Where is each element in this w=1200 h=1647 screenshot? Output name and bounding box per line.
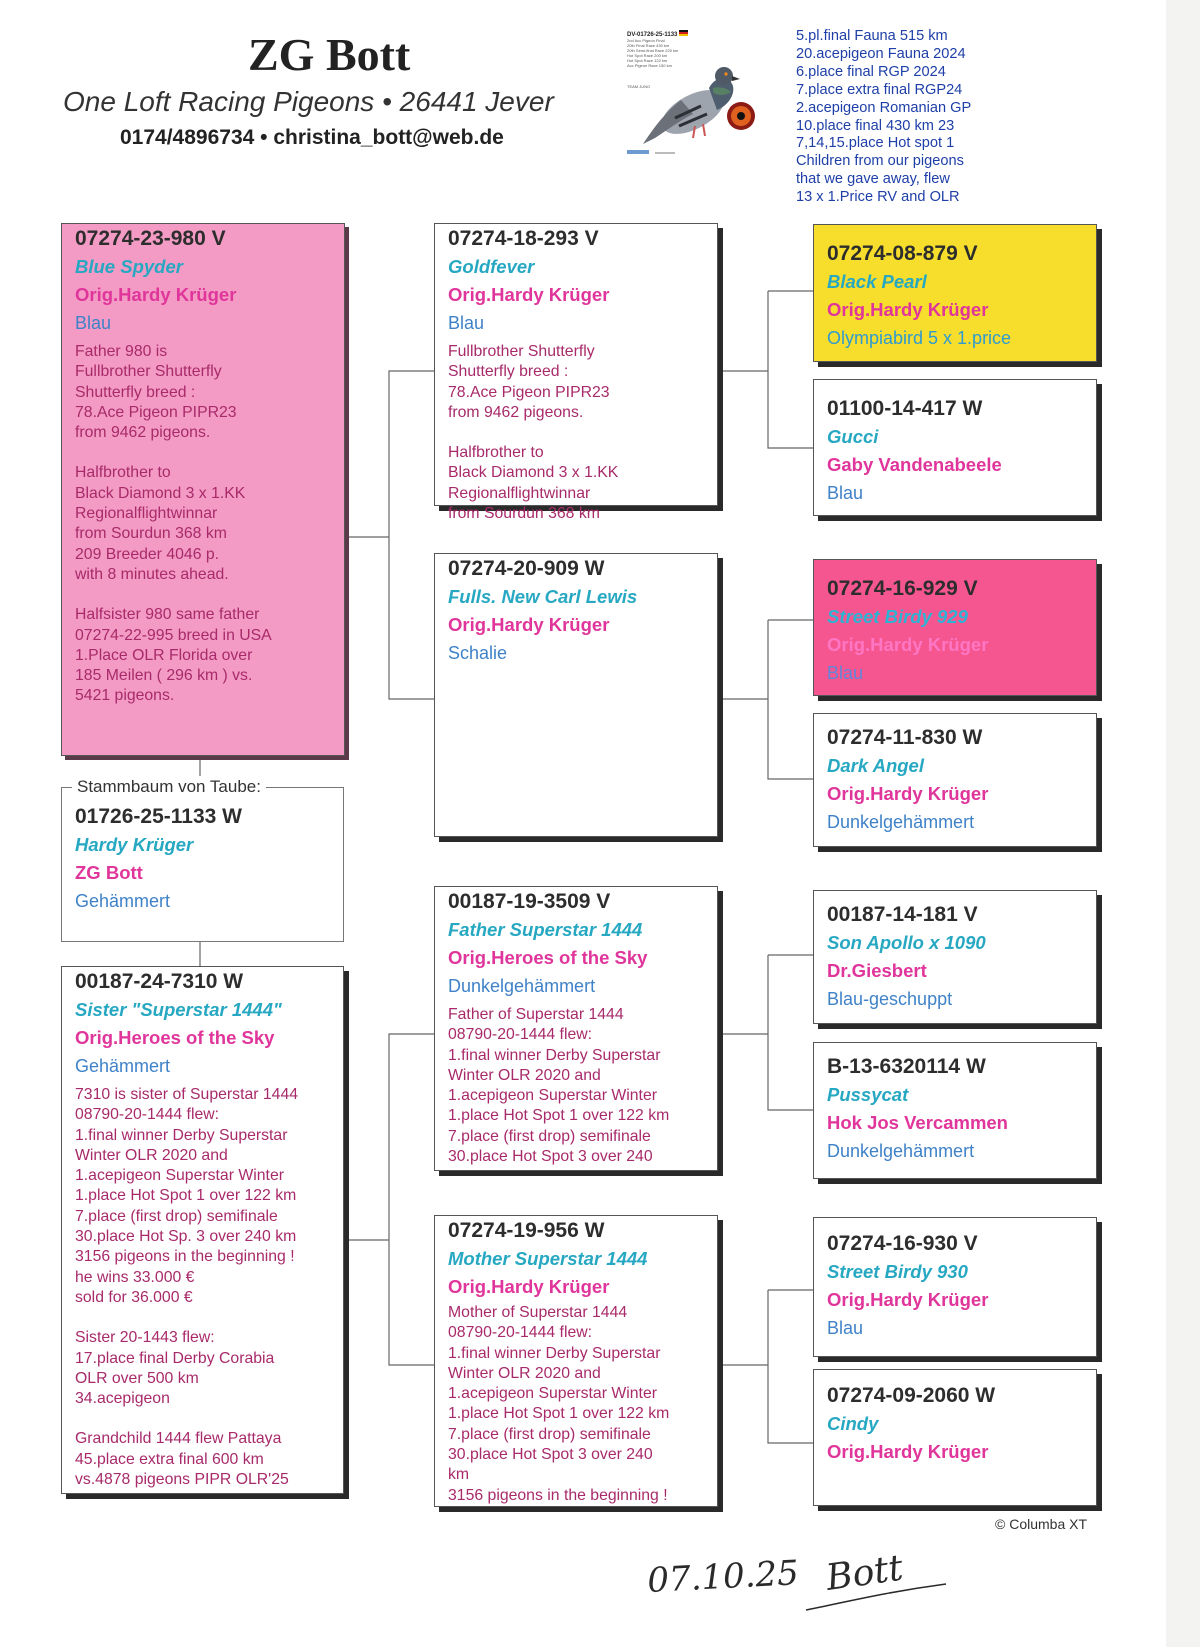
note-line: 1.final winner Derby Superstar: [75, 1126, 288, 1144]
ggp-breeder: Orig.Hardy Krüger: [827, 1289, 989, 1310]
ggp-color: Olympiabird 5 x 1.price: [827, 328, 1012, 348]
grandparent-card: [434, 223, 718, 523]
achievement-item: 5.pl.final Fauna 515 km: [796, 28, 948, 44]
note-line: from 9462 pigeons.: [75, 424, 211, 442]
note-line: Father of Superstar 1444: [448, 1006, 624, 1023]
ggp-name: Gucci: [827, 426, 879, 447]
grandparent-breeder: Orig.Hardy Krüger: [448, 614, 610, 635]
grandparent-name: Mother Superstar 1444: [448, 1248, 648, 1269]
note-line: 1.acepigeon Superstar Winter: [448, 1385, 657, 1403]
subject-ring-number: 01726-25-1133 W: [75, 805, 242, 828]
ggp-color: Dunkelgehämmert: [827, 812, 975, 832]
note-line: Shutterfly breed :: [75, 383, 196, 401]
signature-name: Bott: [823, 1547, 906, 1599]
ggp-ring-number: 07274-11-830 W: [827, 726, 983, 749]
note-line: Father 980 is: [75, 343, 168, 360]
great-grandparent-card: [813, 224, 1097, 362]
page-title: ZG Bott: [248, 29, 411, 80]
note-line: 1.acepigeon Superstar Winter: [75, 1167, 284, 1185]
photo-card-line: Hot Spot Race 122 km: [627, 58, 668, 63]
ggp-ring-number: 07274-09-2060 W: [827, 1384, 996, 1407]
ggp-breeder: Orig.Hardy Krüger: [827, 1441, 989, 1462]
note-line: 1.place Hot Spot 1 over 122 km: [448, 1107, 670, 1125]
sire-card: [61, 223, 345, 756]
note-line: Regionalflightwinnar: [448, 484, 591, 502]
dam-ring-number: 00187-24-7310 W: [75, 970, 244, 993]
note-line: Fullbrother Shutterfly: [75, 363, 222, 381]
note-line: from Sourdun 368 km: [75, 525, 227, 543]
ggp-breeder: Orig.Hardy Krüger: [827, 634, 989, 655]
note-line: Halfbrother to: [75, 464, 171, 482]
note-line: 1.final winner Derby Superstar: [448, 1046, 661, 1064]
scan-edge: [1166, 0, 1200, 1647]
note-line: 1.final winner Derby Superstar: [448, 1344, 661, 1362]
note-line: Winter OLR 2020 and: [448, 1364, 601, 1382]
achievement-item: 6.place final RGP 2024: [796, 63, 946, 80]
ggp-name: Black Pearl: [827, 271, 927, 292]
dam-notes: [75, 1085, 343, 1490]
ggp-ring-number: B-13-6320114 W: [827, 1055, 986, 1078]
note-line: 3156 pigeons in the beginning !: [448, 1486, 668, 1504]
ggp-breeder: Dr.Giesbert: [827, 960, 927, 981]
achievement-item: 2.acepigeon Romanian GP: [796, 99, 972, 116]
note-line: 7.place (first drop) semifinale: [448, 1425, 651, 1443]
ggp-color: Blau: [827, 1318, 864, 1338]
achievement-item: Children from our pigeons: [796, 153, 964, 170]
ggp-ring-number: 07274-16-930 V: [827, 1232, 978, 1255]
sire-breeder: Orig.Hardy Krüger: [75, 284, 237, 305]
grandparent-name: Father Superstar 1444: [448, 919, 643, 940]
grandparent-ring-number: 07274-18-293 V: [448, 227, 599, 250]
note-line: 1.place Hot Spot 1 over 122 km: [75, 1187, 297, 1205]
grandparent-card: [434, 1215, 718, 1507]
note-line: Black Diamond 3 x 1.KK: [75, 484, 246, 502]
note-line: Winter OLR 2020 and: [75, 1146, 228, 1164]
photo-card-line: Hot Spot Race 200 km: [627, 53, 668, 58]
ggp-color: Blau: [827, 483, 864, 503]
note-line: 5421 pigeons.: [75, 687, 175, 705]
sire-name: Blue Spyder: [75, 256, 183, 277]
note-line: from Sourdun 368 km: [448, 505, 600, 523]
note-line: Shutterfly breed :: [448, 363, 569, 381]
grandparent-name: Goldfever: [448, 256, 535, 277]
sire-color: Blau: [75, 313, 112, 333]
ggp-breeder: Orig.Hardy Krüger: [827, 299, 989, 320]
note-line: 45.place extra final 600 km: [75, 1450, 264, 1468]
note-line: Fullbrother Shutterfly: [448, 343, 595, 360]
note-line: 08790-20-1444 flew:: [448, 1026, 593, 1044]
note-line: with 8 minutes ahead.: [75, 565, 229, 583]
subject-breeder: ZG Bott: [75, 862, 143, 883]
note-line: 185 Meilen ( 296 km ) vs.: [75, 667, 253, 685]
contact-line: 0174/4896734 • christina_bott@web.de: [120, 126, 504, 149]
note-line: Winter OLR 2020 and: [448, 1066, 601, 1084]
achievement-item: 10.place final 430 km 23: [796, 117, 955, 134]
subject-legend: Stammbaum von Taube:: [72, 776, 266, 798]
grandparent-notes: [448, 1303, 717, 1506]
note-line: Grandchild 1444 flew Pattaya: [75, 1430, 282, 1448]
note-line: km: [448, 1466, 470, 1484]
grandparent-color: Schalie: [448, 643, 508, 663]
note-line: sold for 36.000 €: [75, 1288, 193, 1306]
photo-card-team: TEAM JUNG: [627, 84, 651, 89]
note-line: OLR over 500 km: [75, 1369, 199, 1387]
note-line: Black Diamond 3 x 1.KK: [448, 464, 619, 482]
subject-card: [61, 787, 344, 942]
grandparent-breeder: Orig.Hardy Krüger: [448, 1276, 610, 1297]
dam-card: [61, 966, 344, 1494]
signature-date: 07.10.25: [646, 1553, 800, 1601]
ggp-breeder: Hok Jos Vercammen: [827, 1112, 1008, 1133]
note-line: Halfbrother to: [448, 444, 544, 462]
subject-color: Gehämmert: [75, 891, 171, 911]
grandparent-breeder: Orig.Heroes of the Sky: [448, 947, 648, 968]
note-line: Mother of Superstar 1444: [448, 1304, 628, 1321]
note-line: 1.place Hot Spot 1 over 122 km: [448, 1405, 670, 1423]
ggp-name: Street Birdy 929: [827, 606, 968, 627]
note-line: 3156 pigeons in the beginning !: [75, 1248, 295, 1266]
note-line: 78.Ace Pigeon PIPR23: [75, 403, 237, 421]
great-grandparent-card: [813, 559, 1097, 696]
note-line: 1.Place OLR Florida over: [75, 646, 253, 664]
ggp-name: Pussycat: [827, 1084, 909, 1105]
grandparent-name: Fulls. New Carl Lewis: [448, 586, 638, 607]
note-line: vs.4878 pigeons PIPR OLR'25: [75, 1471, 289, 1489]
note-line: Halfsister 980 same father: [75, 606, 260, 624]
ggp-name: Dark Angel: [827, 755, 924, 776]
grandparent-color: Dunkelgehämmert: [448, 976, 596, 996]
ggp-ring-number: 01100-14-417 W: [827, 397, 983, 420]
grandparent-card: [434, 553, 718, 837]
grandparent-color: Blau: [448, 313, 485, 333]
achievement-item: 7.place extra final RGP24: [796, 81, 963, 98]
ggp-ring-number: 07274-08-879 V: [827, 242, 978, 265]
note-line: 17.place final Derby Corabia: [75, 1349, 275, 1367]
achievement-item: that we gave away, flew: [796, 171, 950, 188]
note-line: 30.place Hot Spot 3 over 240: [448, 1148, 653, 1166]
great-grandparent-card: [813, 1042, 1097, 1179]
note-line: 1.acepigeon Superstar Winter: [448, 1087, 657, 1105]
great-grandparent-card: [813, 713, 1097, 847]
note-line: 7310 is sister of Superstar 1444: [75, 1086, 299, 1103]
ggp-name: Son Apollo x 1090: [827, 932, 986, 953]
achievement-item: 13 x 1.Price RV and OLR: [796, 189, 960, 206]
achievement-item: 20.acepigeon Fauna 2024: [796, 45, 966, 62]
grandparent-ring-number: 07274-19-956 W: [448, 1219, 605, 1242]
great-grandparent-card: [813, 890, 1097, 1024]
note-line: Regionalflightwinnar: [75, 505, 218, 523]
photo-card-ring: DV-01726-25-1133: [627, 32, 678, 38]
ggp-breeder: Orig.Hardy Krüger: [827, 783, 989, 804]
note-line: 07274-22-995 breed in USA: [75, 626, 272, 644]
note-line: 08790-20-1444 flew:: [75, 1106, 220, 1124]
dam-color: Gehämmert: [75, 1056, 171, 1076]
ggp-color: Dunkelgehämmert: [827, 1141, 975, 1161]
grandparent-card: [434, 886, 718, 1171]
photo-card-line: 20th Semi-final Race 220 km: [627, 48, 679, 53]
note-line: 78.Ace Pigeon PIPR23: [448, 383, 610, 401]
ggp-breeder: Gaby Vandenabeele: [827, 454, 1002, 475]
ggp-ring-number: 00187-14-181 V: [827, 903, 978, 926]
dam-breeder: Orig.Heroes of the Sky: [75, 1027, 275, 1048]
grandparent-ring-number: 00187-19-3509 V: [448, 890, 611, 913]
note-line: 08790-20-1444 flew:: [448, 1324, 593, 1342]
achievement-item: 7,14,15.place Hot spot 1: [796, 135, 955, 152]
ggp-ring-number: 07274-16-929 V: [827, 577, 978, 600]
ggp-name: Street Birdy 930: [827, 1261, 968, 1282]
ggp-color: Blau: [827, 663, 864, 683]
note-line: 34.acepigeon: [75, 1390, 170, 1408]
note-line: 7.place (first drop) semifinale: [448, 1127, 651, 1145]
sire-notes: [75, 342, 344, 707]
handwritten-signature: [646, 1540, 946, 1620]
ggp-color: Blau-geschuppt: [827, 989, 953, 1009]
note-line: he wins 33.000 €: [75, 1268, 195, 1286]
great-grandparent-card: [813, 379, 1097, 516]
note-line: 209 Breeder 4046 p.: [75, 545, 220, 563]
note-line: 30.place Hot Sp. 3 over 240 km: [75, 1228, 297, 1246]
note-line: 30.place Hot Spot 3 over 240: [448, 1446, 653, 1464]
photo-card-line: Acc Pigeon Race 150 km: [627, 63, 672, 68]
great-grandparent-card: [813, 1217, 1097, 1357]
note-line: Sister 20-1443 flew:: [75, 1329, 215, 1347]
note-line: 7.place (first drop) semifinale: [75, 1207, 278, 1225]
ggp-name: Cindy: [827, 1413, 879, 1434]
dam-name: Sister "Superstar 1444": [75, 999, 282, 1020]
photo-card-line: 20th Final Race 430 km: [627, 43, 670, 48]
subject-name: Hardy Krüger: [75, 834, 194, 855]
great-grandparent-card: [813, 1369, 1097, 1506]
grandparent-notes: [448, 342, 717, 524]
copyright-notice: © Columba XT: [995, 1516, 1088, 1532]
grandparent-notes: [448, 1005, 717, 1167]
grandparent-breeder: Orig.Hardy Krüger: [448, 284, 610, 305]
photo-card-line: 2nd Acc Pigeon Final: [627, 38, 665, 43]
grandparent-ring-number: 07274-20-909 W: [448, 557, 605, 580]
sire-ring-number: 07274-23-980 V: [75, 227, 226, 250]
page-subtitle: One Loft Racing Pigeons • 26441 Jever: [63, 86, 554, 117]
note-line: from 9462 pigeons.: [448, 403, 584, 421]
